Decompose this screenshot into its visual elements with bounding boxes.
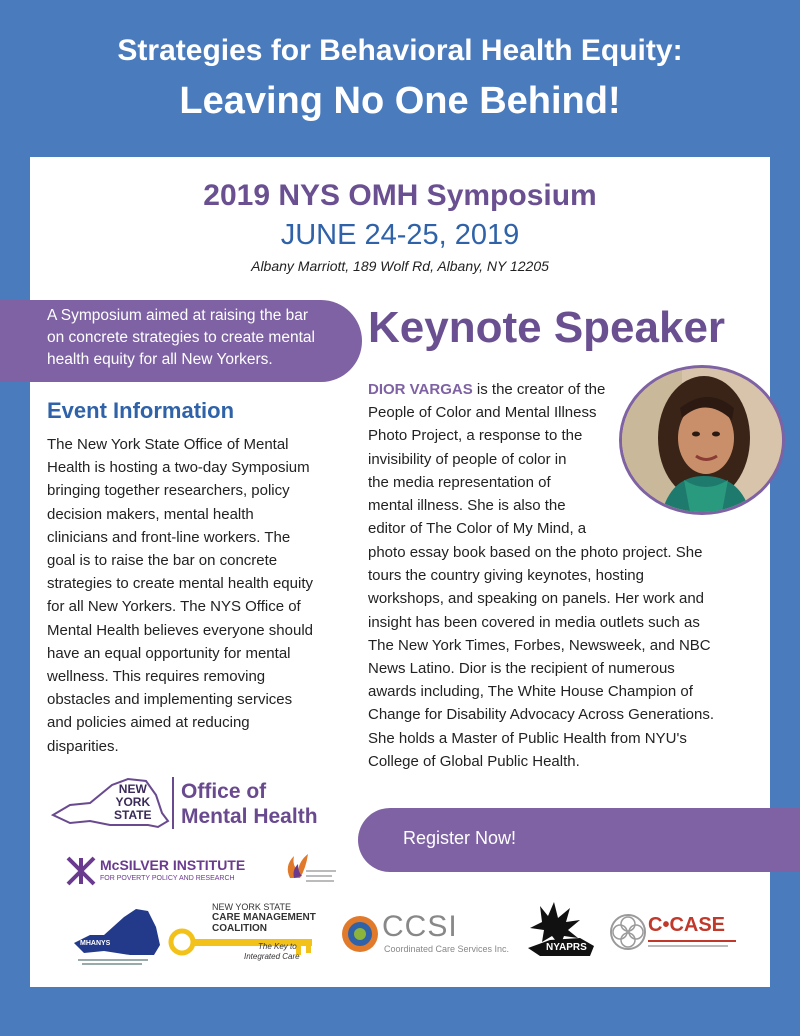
omh-state-word: NEW: [118, 782, 147, 796]
omh-state-word: YORK: [115, 795, 151, 809]
speaker-bio-bottom: [368, 541, 760, 773]
event-line: have an equal opportunity for mental: [47, 644, 291, 662]
event-line: goal is to raise the bar on concrete: [47, 552, 278, 570]
omh-state-label: [114, 783, 152, 822]
speaker-portrait-image: [622, 368, 782, 512]
cmc-top-label: NEW YORK STATE: [212, 902, 292, 912]
register-button[interactable]: [358, 808, 800, 872]
event-line: disparities.: [47, 737, 119, 755]
omh-state-word: STATE: [114, 808, 152, 822]
ccase-name: C•CASE: [648, 914, 726, 936]
bio-line: The New York Times, Forbes, Newsweek, and NBC: [368, 636, 711, 654]
event-info-body: [47, 433, 347, 758]
cmc-name-1: CARE MANAGEMENT: [212, 912, 316, 923]
mhanys-label: MHANYS: [80, 940, 111, 947]
bio-line: College of Global Public Health.: [368, 752, 580, 770]
speaker-bio-top: [368, 378, 628, 540]
ccase-underline: [648, 940, 736, 942]
speaker-photo: [619, 365, 785, 515]
omh-logo: [50, 775, 350, 835]
flame-icon: [280, 850, 340, 886]
bio-line: editor of The Color of My Mind, a: [368, 520, 587, 538]
aim-callout: [0, 300, 362, 382]
event-info-heading: Event Information: [47, 398, 235, 423]
bio-line: awards including, The White House Champion of: [368, 683, 693, 701]
event-line: Mental Health believes everyone should: [47, 621, 313, 639]
flame-logo: [280, 850, 340, 886]
mcsilver-subtitle: FOR POVERTY POLICY AND RESEARCH: [100, 875, 235, 882]
bio-line: photo essay book based on the photo project. She: [368, 544, 703, 561]
event-line: decision makers, mental health: [47, 505, 254, 523]
omh-name-line: Mental Health: [181, 805, 318, 828]
cmc-tagline-2: Integrated Care: [244, 952, 300, 961]
keynote-heading: Keynote Speaker: [368, 303, 726, 352]
aim-line: on concrete strategies to create mental: [47, 329, 315, 346]
event-line: The New York State Office of Mental: [47, 436, 289, 453]
mcsilver-x-icon: [66, 856, 96, 886]
omh-name-line: Office of: [181, 780, 267, 803]
cmc-name-2: COALITION: [212, 923, 267, 934]
event-line: wellness. This requires removing: [47, 668, 266, 686]
ccsi-subtitle: Coordinated Care Services Inc.: [384, 944, 510, 954]
nyaprs-logo: [520, 900, 600, 965]
banner-subtitle: Strategies for Behavioral Health Equity:: [117, 34, 683, 67]
nyaprs-label: NYAPRS: [546, 942, 587, 953]
omh-name: [181, 779, 318, 829]
bio-line: Photo Project, a response to the: [368, 427, 583, 445]
banner-header: [0, 0, 800, 156]
ccase-flower-icon: [608, 912, 648, 952]
bio-line: mental illness. She is also the: [368, 497, 566, 515]
bio-line: News Latino. Dior is the recipient of numerous: [368, 660, 675, 678]
event-line: strategies to create mental health equity: [47, 575, 313, 593]
ccase-tagline: [648, 945, 728, 947]
event-line: obstacles and implementing services: [47, 691, 293, 709]
bio-line: tours the country giving keynotes, hosting: [368, 567, 644, 585]
register-button-label: Register Now!: [403, 828, 517, 848]
mcsilver-logo: [66, 854, 266, 888]
cmc-tagline-1: The Key to: [258, 942, 297, 951]
nyaprs-burst-icon: [520, 900, 600, 965]
ccsi-name: CCSI: [382, 910, 458, 943]
bio-line: Change for Disability Advocacy Across Generations.: [368, 706, 715, 724]
symposium-location: Albany Marriott, 189 Wolf Rd, Albany, NY 12205: [251, 258, 549, 274]
bio-line: People of Color and Mental Illness: [368, 404, 597, 422]
banner-title: Leaving No One Behind!: [179, 80, 621, 122]
event-line: Health is hosting a two-day Symposium: [47, 459, 310, 477]
aim-line: A Symposium aimed at raising the bar: [47, 307, 309, 324]
ny-state-outline-icon: [50, 775, 175, 835]
event-line: and policies aimed at reducing: [47, 714, 250, 732]
symposium-title: 2019 NYS OMH Symposium: [203, 179, 597, 212]
speaker-name: DIOR VARGAS: [368, 381, 473, 398]
bio-text: is the creator of the: [472, 381, 606, 398]
event-line: bringing together researchers, policy: [47, 482, 290, 500]
bio-line: [368, 378, 628, 401]
mcsilver-name: McSILVER INSTITUTE: [100, 857, 246, 873]
symposium-dates: JUNE 24-25, 2019: [280, 219, 520, 251]
ccase-logo: [608, 912, 738, 958]
event-line: clinicians and front-line workers. The: [47, 528, 291, 546]
omh-divider: [172, 777, 174, 829]
mhanys-logo: [70, 905, 165, 967]
bio-line: the media representation of: [368, 473, 551, 491]
bio-line: workshops, and speaking on panels. Her work and: [368, 590, 705, 608]
event-line: for all New Yorkers. The NYS Office of: [47, 598, 301, 616]
aim-line: health equity for all New Yorkers.: [47, 351, 273, 368]
care-management-coalition-logo: [168, 902, 328, 966]
mhanys-state-icon: [70, 905, 165, 967]
ccsi-logo: [338, 912, 513, 962]
ccsi-circle-icon: [338, 912, 382, 956]
bio-line: invisibility of people of color in: [368, 450, 567, 468]
bio-line: She holds a Master of Public Health from NYU's: [368, 729, 687, 747]
bio-line: insight has been covered in media outlets such as: [368, 613, 700, 631]
